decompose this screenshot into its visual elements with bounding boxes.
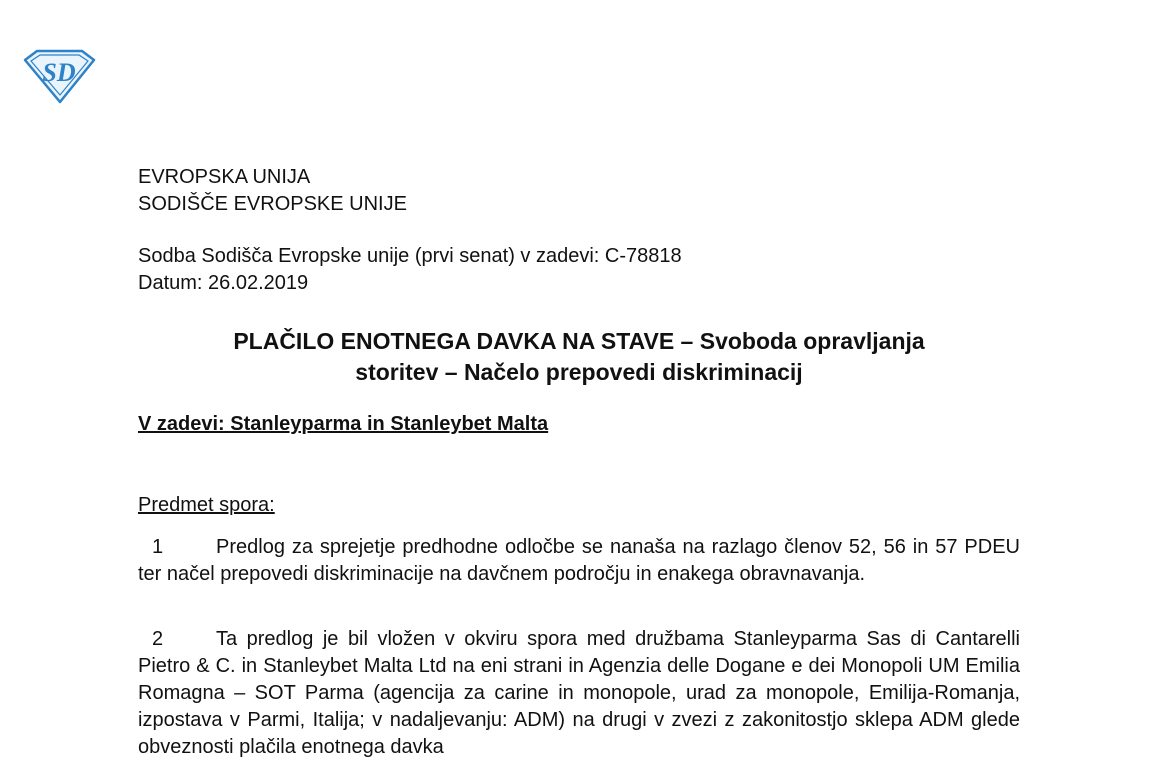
sd-shield-logo-icon [22, 48, 96, 104]
paragraph-number: 2 [152, 628, 164, 650]
paragraph-text: Predlog za sprejetje predhodne odločbe se nanaša na razlago členov 52, 56 in 57 PDEU ter načel prepovedi diskriminacije na davčnem področju in enakega obravnavanja. [138, 536, 1020, 585]
header-line-court: SODIŠČE EVROPSKE UNIJE [138, 193, 407, 215]
paragraph-text: Ta predlog je bil vložen v okviru spora med družbama Stanleyparma Sas di Cantarelli Pietro & C. in Stanleybet Malta Ltd na eni strani in Agenzia delle Dogane e dei Monopoli UM Emilia Romagna – SOT Parma (agencija za carine in monopole, urad za monopole, Emilija-Romanja, izpostava v Parmi, Italija; v nadaljevanju: ADM) na drugi v zvezi z zakonitostjo sklepa ADM glede obveznosti plačila enotnega davka [138, 628, 1020, 758]
paragraph-2 [138, 626, 1020, 761]
subject-heading: Predmet spora: [138, 494, 275, 516]
judgment-date: Datum: 26.02.2019 [138, 272, 309, 294]
case-parties: V zadevi: Stanleyparma in Stanleybet Malta [138, 413, 549, 435]
logo-lettering: SD [42, 58, 76, 87]
document-title [138, 326, 1020, 388]
judgment-reference: Sodba Sodišča Evropske unije (prvi senat) v zadevi: C-78818 [138, 245, 682, 267]
paragraph-1 [138, 534, 1020, 588]
header-line-eu: EVROPSKA UNIJA [138, 166, 311, 188]
paragraph-number: 1 [152, 536, 164, 558]
title-line-1: PLAČILO ENOTNEGA DAVKA NA STAVE – Svoboda opravljanja [233, 328, 925, 354]
title-line-2: storitev – Načelo prepovedi diskriminacij [355, 359, 803, 385]
